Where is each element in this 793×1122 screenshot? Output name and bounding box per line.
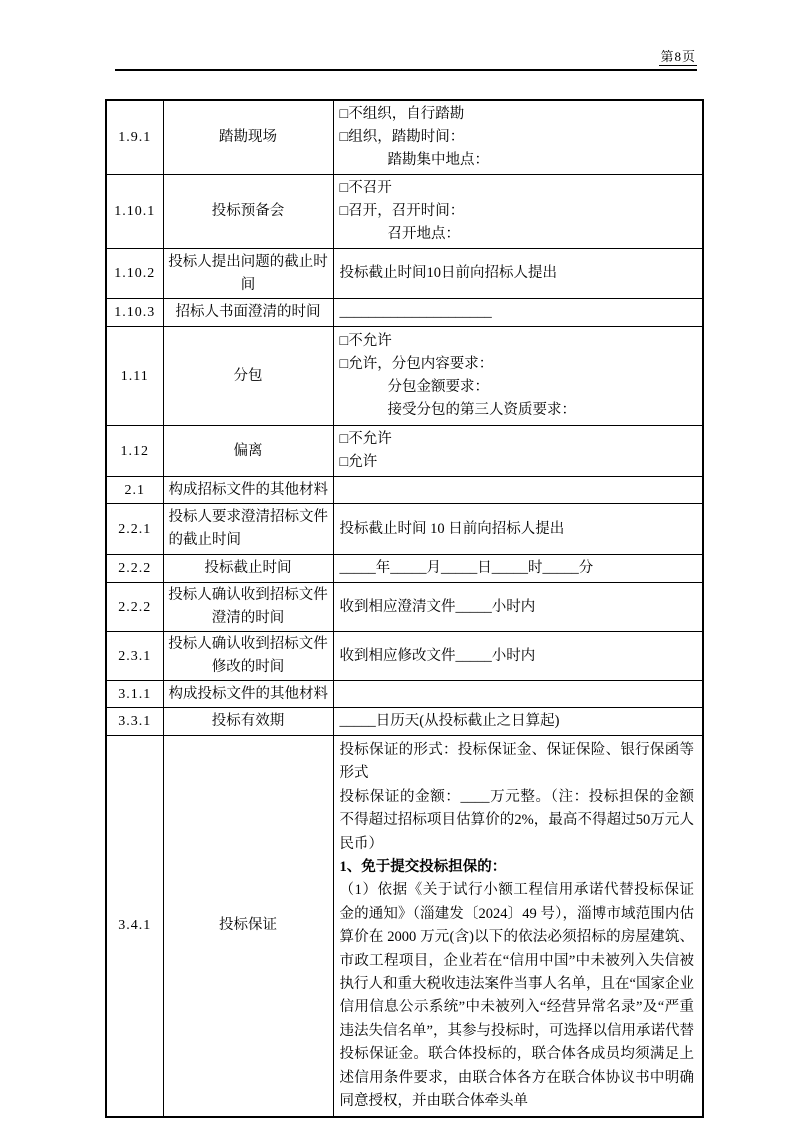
row-value-cell: [333, 477, 703, 504]
row-value-cell: 收到相应澄清文件_____小时内: [333, 583, 703, 632]
row-value-cell: 收到相应修改文件_____小时内: [333, 632, 703, 681]
row-number: 2.3.1: [106, 632, 163, 681]
row-label: 构成投标文件的其他材料: [163, 681, 333, 708]
checkbox-option: □不组织，自行踏勘: [339, 106, 465, 122]
row-label: 构成招标文件的其他材料: [163, 477, 333, 504]
row-number: 2.1: [106, 477, 163, 504]
row-label: 招标人书面澄清的时间: [163, 299, 333, 327]
row-value-cell: [333, 736, 703, 1117]
row-value-cell: 投标截止时间10日前向招标人提出: [333, 249, 703, 299]
row-label: 踏勘现场: [163, 100, 333, 175]
row-value-cell: [333, 100, 703, 175]
row-number: 1.10.2: [106, 249, 163, 299]
row-label: 投标有效期: [163, 708, 333, 736]
row-number: 1.9.1: [106, 100, 163, 175]
table-row: [106, 100, 703, 175]
row-label: 投标人提出问题的截止时间: [163, 249, 333, 299]
bid-bond-form-text: 投标保证的形式：投标保证金、保证保险、银行保函等形式: [339, 742, 694, 782]
row-number: 2.2.2: [106, 583, 163, 632]
row-label: 投标保证: [163, 736, 333, 1117]
table-row: [106, 736, 703, 1117]
row-label: 分包: [163, 327, 333, 426]
row-label: 投标截止时间: [163, 555, 333, 583]
row-number: 2.2.1: [106, 504, 163, 555]
row-value-cell: 投标截止时间 10 日前向招标人提出: [333, 504, 703, 555]
row-value-cell: [333, 426, 703, 477]
row-value-cell: [333, 681, 703, 708]
table-row: [106, 175, 703, 249]
bid-conditions-table: [105, 99, 704, 1118]
checkbox-option: □召开，召开时间：: [339, 203, 465, 219]
checkbox-option: □允许，分包内容要求：: [339, 356, 494, 372]
checkbox-option: □不召开: [339, 180, 392, 196]
table-row: [106, 708, 703, 736]
value-line: 召开地点：: [387, 226, 460, 242]
table-row: [106, 632, 703, 681]
row-label: 投标预备会: [163, 175, 333, 249]
row-value-cell: [333, 327, 703, 426]
checkbox-option: □不允许: [339, 431, 392, 447]
row-value-cell: _____日历天(从投标截止之日算起): [333, 708, 703, 736]
value-line: 分包金额要求：: [387, 379, 489, 395]
row-number: 3.1.1: [106, 681, 163, 708]
bid-bond-exempt-heading: 1、免于提交投标担保的：: [339, 859, 507, 876]
value-line: 接受分包的第三人资质要求：: [387, 402, 576, 418]
row-label: 投标人要求澄清招标文件的截止时间: [163, 504, 333, 555]
row-number: 1.10.3: [106, 299, 163, 327]
checkbox-option: □允许: [339, 454, 378, 470]
page-header: [115, 48, 697, 71]
row-label: 偏离: [163, 426, 333, 477]
checkbox-option: □不允许: [339, 333, 392, 349]
row-number: 1.12: [106, 426, 163, 477]
value-line: 踏勘集中地点：: [387, 152, 489, 168]
table-row: [106, 555, 703, 583]
row-number: 1.11: [106, 327, 163, 426]
row-number: 1.10.1: [106, 175, 163, 249]
table-row: [106, 327, 703, 426]
table-row: [106, 299, 703, 327]
table-row: [106, 583, 703, 632]
bid-bond-amount-text: 投标保证的金额：____万元整。（注：投标担保的金额不得超过招标项目估算价的2%，最高不得超过50万元人民币）: [339, 788, 694, 852]
page-number: 第8页: [660, 49, 696, 64]
row-label: 投标人确认收到招标文件澄清的时间: [163, 583, 333, 632]
table-row: [106, 426, 703, 477]
row-value-cell: _____年_____月_____日_____时_____分: [333, 555, 703, 583]
row-label: 投标人确认收到招标文件修改的时间: [163, 632, 333, 681]
table-row: [106, 504, 703, 555]
bid-bond-exempt-body: （1）依据《关于试行小额工程信用承诺代替投标保证金的通知》（淄建发〔2024〕49 号），淄博市域范围内估算价在 2000 万元(含)以下的依法必须招标的房屋建筑、市政工程项目，企业若在“信用中国”中未被列入失信被执行人和重大税收违法案件当事人名单，且在“国家企业信用信息公示系统”中未被列入“经营异常名录”及“严重违法失信名单”，其参与投标时，可选择以信用承诺代替投标保证金。联合体投标的，联合体各成员均须满足上述信用条件要求，由联合体各方在联合体协议书中明确同意授权，并由联合体牵头单: [339, 882, 694, 1110]
row-number: 3.3.1: [106, 708, 163, 736]
table-row: [106, 681, 703, 708]
checkbox-option: □组织，踏勘时间：: [339, 129, 465, 145]
blank-line: _____________________: [333, 299, 703, 327]
row-value-cell: [333, 175, 703, 249]
row-number: 3.4.1: [106, 736, 163, 1117]
row-number: 2.2.2: [106, 555, 163, 583]
table-row: [106, 477, 703, 504]
table-row: [106, 249, 703, 299]
